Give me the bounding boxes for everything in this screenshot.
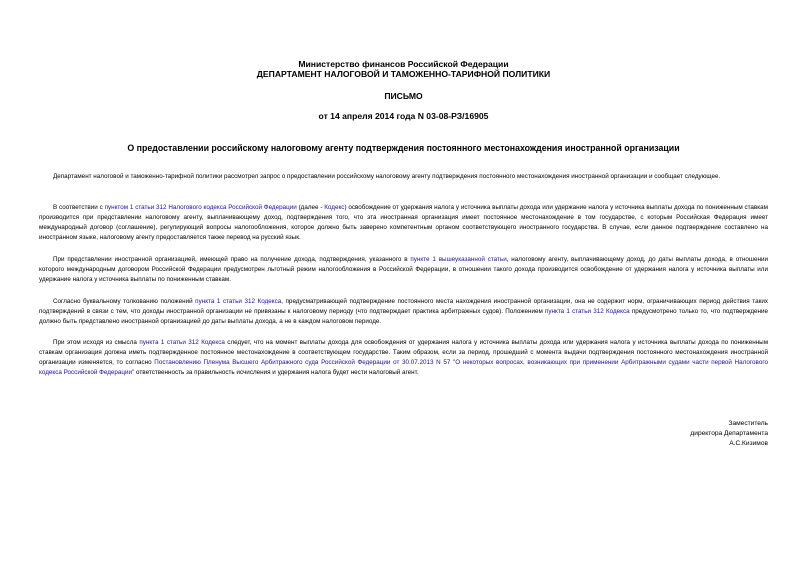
department-name: ДЕПАРТАМЕНТ НАЛОГОВОЙ И ТАМОЖЕННО-ТАРИФНОЙ ПОЛИТИКИ bbox=[256, 69, 551, 79]
link-article-312-tax-code[interactable]: пунктом 1 статьи 312 Налогового кодекса Российской Федерации bbox=[104, 204, 297, 211]
paragraph-text: предусмотрено только то, что подтверждение должно быть представлено иностранной организацией до даты выплаты дохода, а не в каждом налоговом периоде. bbox=[39, 308, 768, 325]
paragraph-text: Департамент налоговой и таможенно-тарифной политики рассмотрел запрос о предоставлении российскому налоговому агенту подтверждения постоянного местонахождения иностранной организации и сообщает следующее. bbox=[53, 173, 721, 180]
paragraph-interpretation bbox=[39, 297, 768, 327]
ministry-name: Министерство финансов Российской Федерации bbox=[298, 59, 509, 69]
link-code[interactable]: Кодекс bbox=[324, 204, 345, 211]
paragraph-text: , налоговому агенту, выплачивающему доход, до даты выплаты дохода, в отношении которого международным договором Российской Федерации предусмотрен льготный режим налогообложения в Российской Федерации, в отношении такого дохода производится освобождение от удержания налога у источника выплаты или удержание налога у источника выплаты по пониженным ставкам. bbox=[39, 256, 768, 283]
document-date-number: от 14 апреля 2014 года N 03-08-РЗ/16905 bbox=[318, 111, 489, 121]
document-type: ПИСЬМО bbox=[384, 91, 423, 101]
signature-block bbox=[690, 419, 768, 449]
signer-title: директора Департамента bbox=[690, 430, 768, 437]
signer-position: Заместитель bbox=[728, 420, 768, 427]
link-point-1-article[interactable]: пункте 1 вышеуказанной статьи bbox=[410, 256, 507, 263]
paragraph-text: При этом исходя из смысла bbox=[53, 339, 140, 346]
paragraph-text: ) освобождение от удержания налога у источника выплаты дохода или удержание налога у источника выплаты дохода по пониженным ставкам производится при представлении налоговому агенту, выплачивающему доход, подтверждения того, что эта иностранная организация имеет постоянное местонахождение в том государстве, с которым Российская Федерация имеет международный договор (соглашение), регулирующий вопросы налогообложения, которое должно быть заверено компетентным органом соответствующего иностранного государства. В случае, если данное подтверждение составлено на иностранном языке, налоговому агенту предоставляется также перевод на русский язык. bbox=[39, 204, 768, 241]
paragraph-text: ответственность за правильность исчисления и удержания налога будет нести налоговый агент. bbox=[134, 369, 419, 376]
paragraph-text: , предусматривающей подтверждение постоянного места нахождения иностранной организации, она не содержит норм, ограничивающих период действия таких подтверждений в связи с тем, что доходы иностранной организации не привязаны к налоговому периоду (что подтверждает практика арбитражных судов). Положением bbox=[39, 298, 769, 315]
link-article-312-code-2[interactable]: пункта 1 статьи 312 Кодекса bbox=[545, 308, 630, 315]
link-article-312-code-3[interactable]: пункта 1 статьи 312 Кодекса bbox=[139, 339, 225, 346]
link-plenum-resolution[interactable]: Постановлению Пленума Высшего Арбитражного суда Российской Федерации от 30.07.2013 N 57 "О некоторых вопросах, возникающих при применении Арбитражными судами части первой Налогового кодекса Российской Федерации" bbox=[39, 359, 768, 376]
paragraph-conclusion bbox=[39, 338, 768, 378]
link-article-312-code[interactable]: пункта 1 статьи 312 Кодекса bbox=[195, 298, 282, 305]
paragraph-text: В соответствии с bbox=[53, 204, 105, 211]
paragraph-exemption bbox=[39, 255, 768, 285]
document-subject: О предоставлении российскому налоговому агенту подтверждения постоянного местонахождения иностранной организации bbox=[127, 143, 680, 153]
paragraph-text: следует, что на момент выплаты дохода для освобождения от удержания налога у источника выплаты дохода или удержания налога у источника выплаты дохода по пониженным ставкам организация должна иметь подтвержденное постоянное местонахождение в соответствующем государстве. Таким образом, если за период, прошедший с момента выдачи подтверждения постоянного местонахождения иностранной организации изменяется, то согласно bbox=[39, 339, 769, 366]
paragraph-text: При представлении иностранной организацией, имеющей право на получение дохода, подтверждения, указанного в bbox=[53, 256, 411, 263]
paragraph-intro bbox=[39, 172, 768, 182]
paragraph-article-312 bbox=[39, 203, 768, 243]
signer-name: А.С.Кизимов bbox=[729, 440, 768, 447]
paragraph-text: Согласно буквальному толкованию положений bbox=[53, 298, 196, 305]
paragraph-text: (далее - bbox=[296, 204, 325, 211]
